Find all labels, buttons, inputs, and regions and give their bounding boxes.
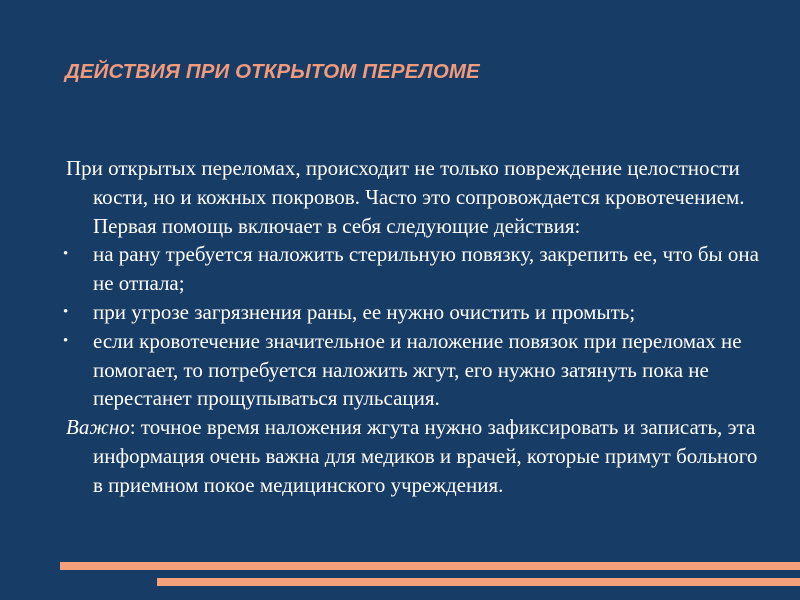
note-text: : точное время наложения жгута нужно зафиксировать и записать, эта информация очень важна для медиков и врачей, которые примут больного в приемном покое медицинского учреждения. — [93, 415, 758, 497]
bullet-text: если кровотечение значительное и наложение повязок при переломах не помогает, то потребуется наложить жгут, его нужно затянуть пока не перестанет прощупываться пульсация. — [93, 328, 742, 411]
accent-bar-bottom — [157, 578, 800, 586]
slide-body — [63, 154, 766, 500]
intro-paragraph: При открытых переломах, происходит не только повреждение целостности кости, но и кожных покровов. Часто это сопровождается кровотечением. Первая помощь включает в себя следующие действия: — [66, 156, 745, 238]
bullet-icon: • — [63, 332, 69, 349]
note-paragraph — [66, 413, 766, 499]
bullet-item — [63, 298, 766, 327]
bullet-item — [63, 240, 766, 298]
slide-title: ДЕЙСТВИЯ ПРИ ОТКРЫТОМ ПЕРЕЛОМЕ — [65, 60, 480, 83]
bullet-icon: • — [63, 246, 69, 263]
bullet-text: на рану требуется наложить стерильную повязку, закрепить ее, что бы она не отпала; — [93, 242, 759, 296]
bullet-icon: • — [63, 303, 69, 320]
note-label: Важно — [66, 415, 130, 440]
bullet-item — [63, 327, 766, 413]
accent-bar-top — [60, 562, 800, 570]
bullet-text: при угрозе загрязнения раны, ее нужно очистить и промыть; — [93, 299, 636, 324]
